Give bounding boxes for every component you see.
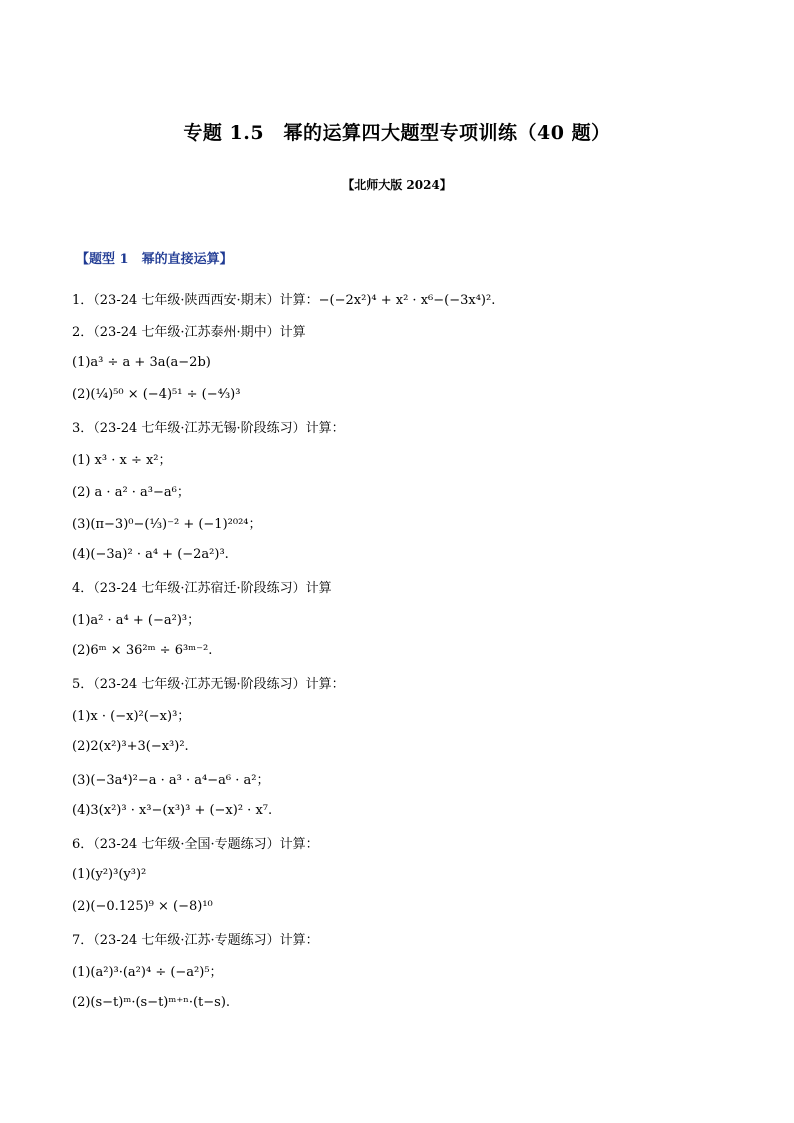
problem-5: 5．（23-24 七年级·江苏无锡·阶段练习）计算： — [72, 676, 345, 692]
problem-5-part-4: (4)3(x²)³ · x³−(x³)³ + (−x)² · x⁷. — [72, 802, 273, 818]
problem-4: 4．（23-24 七年级·江苏宿迁·阶段练习）计算 — [72, 580, 332, 596]
problem-6-part-1: (1)(y²)³(y³)² — [72, 866, 147, 882]
problem-list — [72, 282, 732, 1018]
problem-6-part-2: (2)(−0.125)⁹ × (−8)¹⁰ — [72, 898, 213, 914]
section-heading: 【题型 1 幂的直接运算】 — [76, 252, 233, 267]
problem-6: 6．（23-24 七年级·全国·专题练习）计算： — [72, 836, 319, 852]
problem-2-part-1: (1)a³ ÷ a + 3a(a−2b) — [72, 354, 211, 370]
problem-3-part-1: (1) x³ · x ÷ x²； — [72, 452, 172, 468]
problem-7-part-2: (2)(s−t)ᵐ·(s−t)ᵐ⁺ⁿ·(t−s). — [72, 994, 231, 1010]
problem-3-part-4: (4)(−3a)² · a⁴ + (−2a²)³. — [72, 546, 229, 562]
problem-5-part-2: (2)2(x²)³+3(−x³)². — [72, 738, 189, 754]
problem-3: 3．（23-24 七年级·江苏无锡·阶段练习）计算： — [72, 420, 345, 436]
problem-1: 1．（23-24 七年级·陕西西安·期末）计算：−(−2x²)⁴ + x² · x⁶−(−3x⁴)². — [72, 292, 496, 308]
problem-4-part-2: (2)6ᵐ × 36²ᵐ ÷ 6³ᵐ⁻². — [72, 642, 213, 658]
problem-5-part-1: (1)x · (−x)²(−x)³； — [72, 708, 191, 724]
problem-7: 7．（23-24 七年级·江苏·专题练习）计算： — [72, 932, 319, 948]
problem-2-part-2: (2)(¹⁄₄)⁵⁰ × (−4)⁵¹ ÷ (−⁴⁄₃)³ — [72, 386, 241, 402]
problem-3-part-2: (2) a · a² · a³−a⁶； — [72, 484, 190, 500]
edition-label: 【北师大版 2024】 — [342, 178, 452, 192]
problem-5-part-3: (3)(−3a⁴)²−a · a³ · a⁴−a⁶ · a²； — [72, 772, 270, 788]
problem-7-part-1: (1)(a²)³·(a²)⁴ ÷ (−a²)⁵； — [72, 964, 223, 980]
document-title: 专题 1.5 幂的运算四大题型专项训练（40 题） — [183, 122, 611, 144]
problem-2: 2．（23-24 七年级·江苏泰州·期中）计算 — [72, 324, 306, 340]
problem-3-part-3: (3)(π−3)⁰−(¹⁄₃)⁻² + (−1)²⁰²⁴； — [72, 516, 262, 532]
problem-4-part-1: (1)a² · a⁴ + (−a²)³； — [72, 612, 201, 628]
